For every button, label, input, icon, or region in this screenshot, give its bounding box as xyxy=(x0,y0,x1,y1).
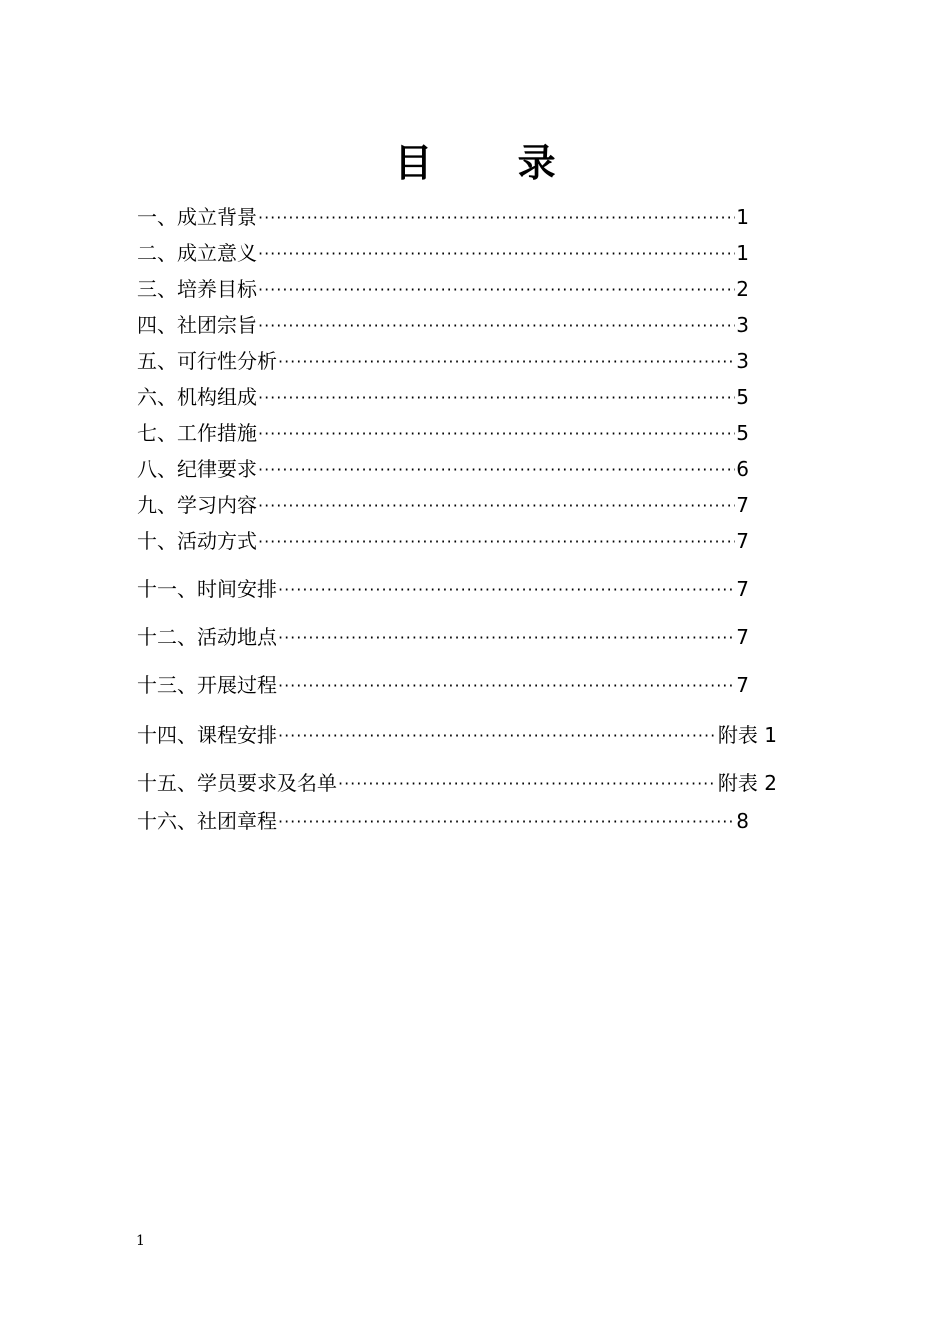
toc-title: 目 录 xyxy=(394,141,592,185)
toc-dot-leader xyxy=(258,240,735,268)
toc-entry-label: 二、成立意义 xyxy=(137,241,257,265)
toc-entry[interactable] xyxy=(137,526,749,556)
toc-dot-leader xyxy=(258,276,735,304)
toc-entry-page: 2 xyxy=(736,277,749,301)
toc-dot-leader xyxy=(258,528,735,556)
toc-dot-leader xyxy=(258,312,735,340)
page-number: 1 xyxy=(136,1233,145,1249)
toc-entry-label: 六、机构组成 xyxy=(137,385,257,409)
toc-dot-leader xyxy=(258,420,735,448)
toc-entry[interactable] xyxy=(137,768,777,798)
toc-entry-page: 3 xyxy=(736,349,749,373)
toc-entry-page: 3 xyxy=(736,313,749,337)
toc-dot-leader xyxy=(278,348,735,376)
toc-entry-label: 十四、课程安排 xyxy=(137,723,277,747)
toc-entry[interactable] xyxy=(137,418,749,448)
toc-entry-label: 四、社团宗旨 xyxy=(137,313,257,337)
toc-entry-page: 5 xyxy=(736,421,749,445)
toc-entry[interactable] xyxy=(137,238,749,268)
toc-entry-label: 九、学习内容 xyxy=(137,493,257,517)
toc-dot-leader xyxy=(278,672,735,700)
toc-entry-label: 十一、时间安排 xyxy=(137,577,277,601)
toc-entry-page: 8 xyxy=(736,809,749,833)
toc-entry-label: 十二、活动地点 xyxy=(137,625,277,649)
toc-entry[interactable] xyxy=(137,806,749,836)
toc-entry-page: 7 xyxy=(736,529,749,553)
toc-entry[interactable] xyxy=(137,720,777,750)
toc-entry-page: 1 xyxy=(736,241,749,265)
toc-entry-label: 十、活动方式 xyxy=(137,529,257,553)
toc-entry[interactable] xyxy=(137,670,749,700)
toc-dot-leader xyxy=(278,722,717,750)
toc-entry-label: 一、成立背景 xyxy=(137,205,257,229)
toc-entry-label: 三、培养目标 xyxy=(137,277,257,301)
toc-entry[interactable] xyxy=(137,574,749,604)
toc-entry-label: 八、纪律要求 xyxy=(137,457,257,481)
toc-entry[interactable] xyxy=(137,310,749,340)
toc-entry-page: 7 xyxy=(736,577,749,601)
toc-entry[interactable] xyxy=(137,490,749,520)
toc-entry-page: 附表 2 xyxy=(717,771,777,795)
toc-entry[interactable] xyxy=(137,274,749,304)
toc-dot-leader xyxy=(278,808,735,836)
toc-dot-leader xyxy=(258,456,735,484)
toc-dot-leader xyxy=(278,624,735,652)
toc-entry-page: 附表 1 xyxy=(717,723,777,747)
toc-entry-label: 七、工作措施 xyxy=(137,421,257,445)
toc-entry[interactable] xyxy=(137,346,749,376)
toc-dot-leader xyxy=(258,204,735,232)
toc-dot-leader xyxy=(258,384,735,412)
toc-entry-page: 5 xyxy=(736,385,749,409)
toc-entry[interactable] xyxy=(137,382,749,412)
toc-entry-label: 十三、开展过程 xyxy=(137,673,277,697)
toc-entry-page: 1 xyxy=(736,205,749,229)
toc-entry-label: 十六、社团章程 xyxy=(137,809,277,833)
toc-entry-page: 7 xyxy=(736,625,749,649)
toc-entry-page: 6 xyxy=(736,457,749,481)
toc-dot-leader xyxy=(278,576,735,604)
toc-entry-page: 7 xyxy=(736,673,749,697)
toc-entry[interactable] xyxy=(137,622,749,652)
toc-entry[interactable] xyxy=(137,202,749,232)
toc-dot-leader xyxy=(258,492,735,520)
toc-entry-label: 十五、学员要求及名单 xyxy=(137,771,337,795)
toc-entry-label: 五、可行性分析 xyxy=(137,349,277,373)
toc-entry-page: 7 xyxy=(736,493,749,517)
toc-entry[interactable] xyxy=(137,454,749,484)
toc-dot-leader xyxy=(338,770,717,798)
